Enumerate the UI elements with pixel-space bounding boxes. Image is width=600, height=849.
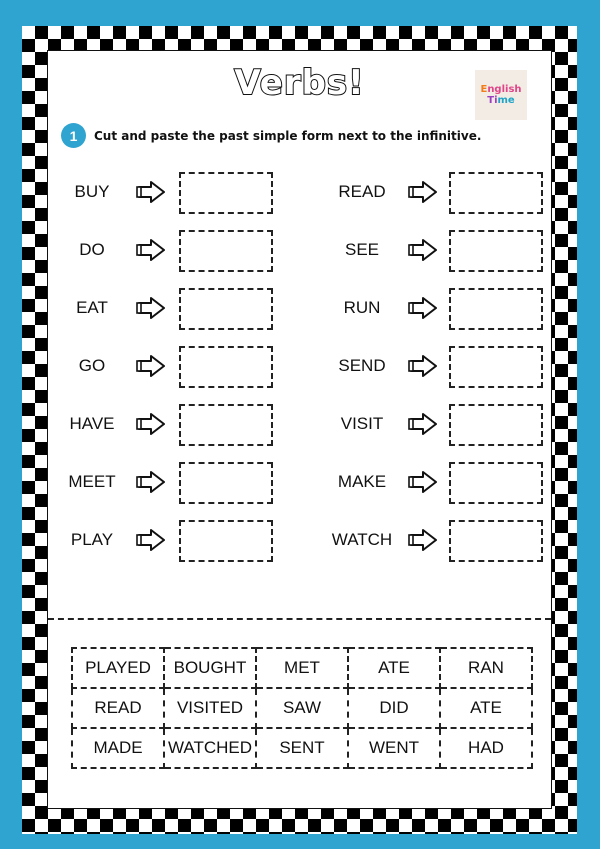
instruction bbox=[61, 123, 481, 148]
infinitive-label: VISIT bbox=[340, 414, 384, 433]
arrow-right-icon bbox=[136, 181, 166, 203]
answer-drop-box[interactable] bbox=[449, 230, 543, 272]
infinitive-label: READ bbox=[338, 182, 386, 201]
arrow-right-icon bbox=[408, 355, 438, 377]
page-title: Verbs! bbox=[234, 63, 365, 103]
word-card[interactable]: MET bbox=[256, 648, 348, 688]
answer-drop-box[interactable] bbox=[449, 288, 543, 330]
word-card[interactable]: WENT bbox=[348, 728, 440, 768]
infinitive-label: HAVE bbox=[69, 414, 115, 433]
arrow-right-icon bbox=[136, 239, 166, 261]
english-time-logo bbox=[475, 70, 527, 120]
answer-drop-box[interactable] bbox=[179, 520, 273, 562]
word-card[interactable]: VISITED bbox=[164, 688, 256, 728]
word-bank bbox=[71, 647, 533, 769]
cut-line bbox=[48, 618, 551, 620]
word-bank-row bbox=[72, 688, 532, 728]
infinitive-label: BUY bbox=[74, 182, 110, 201]
arrow-right-icon bbox=[136, 355, 166, 377]
word-bank-row bbox=[72, 728, 532, 768]
word-card[interactable]: WATCHED bbox=[164, 728, 256, 768]
word-card[interactable]: HAD bbox=[440, 728, 532, 768]
word-card[interactable]: SAW bbox=[256, 688, 348, 728]
answer-drop-box[interactable] bbox=[449, 404, 543, 446]
infinitive-label: MAKE bbox=[337, 472, 387, 491]
infinitive-label: SEE bbox=[344, 240, 380, 259]
arrow-right-icon bbox=[408, 529, 438, 551]
infinitive-label: WATCH bbox=[331, 530, 393, 549]
answer-drop-box[interactable] bbox=[179, 346, 273, 388]
infinitive-label: GO bbox=[78, 356, 106, 375]
answer-drop-box[interactable] bbox=[449, 172, 543, 214]
answer-drop-box[interactable] bbox=[179, 230, 273, 272]
answer-drop-box[interactable] bbox=[179, 462, 273, 504]
logo-text: nglish bbox=[487, 84, 522, 95]
word-bank-row bbox=[72, 648, 532, 688]
arrow-right-icon bbox=[136, 529, 166, 551]
word-card[interactable]: READ bbox=[72, 688, 164, 728]
infinitive-label: PLAY bbox=[70, 530, 114, 549]
answer-drop-box[interactable] bbox=[449, 520, 543, 562]
answer-drop-box[interactable] bbox=[179, 172, 273, 214]
infinitive-label: MEET bbox=[68, 472, 116, 491]
logo-text: me bbox=[497, 95, 515, 106]
arrow-right-icon bbox=[408, 297, 438, 319]
arrow-right-icon bbox=[136, 471, 166, 493]
arrow-right-icon bbox=[408, 239, 438, 261]
infinitive-label: DO bbox=[79, 240, 105, 259]
arrow-right-icon bbox=[408, 471, 438, 493]
infinitive-label: EAT bbox=[76, 298, 108, 317]
answer-drop-box[interactable] bbox=[179, 404, 273, 446]
word-card[interactable]: BOUGHT bbox=[164, 648, 256, 688]
arrow-right-icon bbox=[408, 413, 438, 435]
arrow-right-icon bbox=[408, 181, 438, 203]
answer-drop-box[interactable] bbox=[449, 346, 543, 388]
logo-letter: Ti bbox=[487, 95, 498, 106]
arrow-right-icon bbox=[136, 413, 166, 435]
word-card[interactable]: ATE bbox=[440, 688, 532, 728]
word-card[interactable]: PLAYED bbox=[72, 648, 164, 688]
checkered-border bbox=[22, 26, 577, 834]
word-card[interactable]: ATE bbox=[348, 648, 440, 688]
word-card[interactable]: SENT bbox=[256, 728, 348, 768]
logo-letter: E bbox=[480, 84, 488, 95]
word-card[interactable]: DID bbox=[348, 688, 440, 728]
step-number-badge: 1 bbox=[61, 123, 86, 148]
infinitive-label: RUN bbox=[343, 298, 381, 317]
answer-drop-box[interactable] bbox=[179, 288, 273, 330]
infinitive-label: SEND bbox=[338, 356, 386, 375]
word-card[interactable]: MADE bbox=[72, 728, 164, 768]
word-card[interactable]: RAN bbox=[440, 648, 532, 688]
instruction-text: Cut and paste the past simple form next to the infinitive. bbox=[94, 128, 482, 143]
arrow-right-icon bbox=[136, 297, 166, 319]
answer-drop-box[interactable] bbox=[449, 462, 543, 504]
worksheet-page bbox=[48, 51, 551, 808]
